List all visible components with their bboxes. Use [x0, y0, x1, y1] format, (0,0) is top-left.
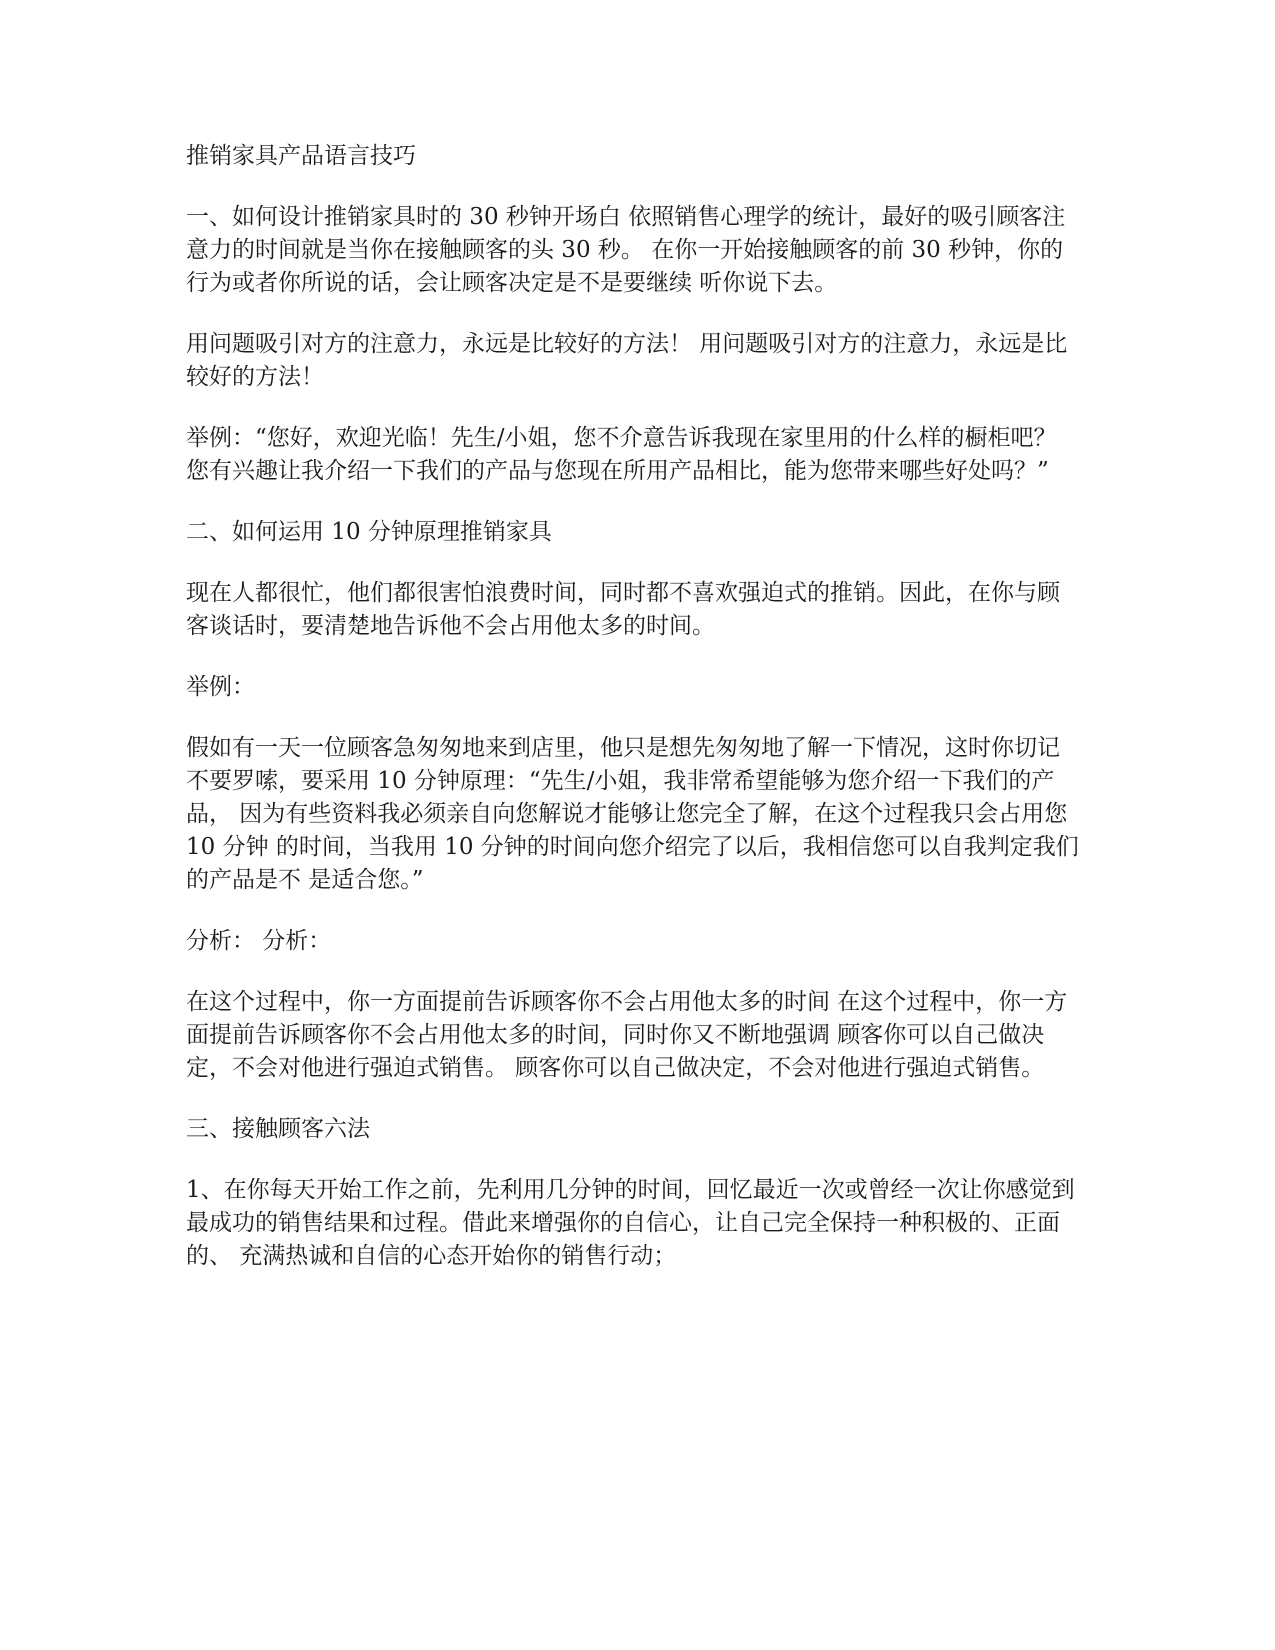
paragraph-analysis-body: 在这个过程中，你一方面提前告诉顾客你不会占用他太多的时间 在这个过程中，你一方面提前告诉顾客你不会占用他太多的时间，同时你又不断地强调 顾客你可以自己做决定，不会对他进行强迫式销售。 顾客你可以自己做决定，不会对他进行强迫式销售。: [186, 989, 1068, 1081]
paragraph-question-attention: 用问题吸引对方的注意力，永远是比较好的方法！ 用问题吸引对方的注意力，永远是比较好的方法！: [186, 331, 1068, 390]
paragraph-example-greeting: 举例：“您好，欢迎光临！先生/小姐，您不介意告诉我现在家里用的什么样的橱柜吧？ 您有兴趣让我介绍一下我们的产品与您现在所用产品相比，能为您带来哪些好处吗？”: [186, 425, 1064, 484]
document-title: 推销家具产品语言技巧: [186, 143, 416, 169]
paragraph-method-1: 1、在你每天开始工作之前，先利用几分钟的时间，回忆最近一次或曾经一次让你感觉到 最成功的销售结果和过程。借此来增强你的自信心，让自己完全保持一种积极的、正面的、 充满热诚和自信的心态开始你的销售行动；: [186, 1177, 1082, 1269]
paragraph-opening-30-seconds: 一、如何设计推销家具时的 30 秒钟开场白 依照销售心理学的统计，最好的吸引顾客注意力的时间就是当你在接触顾客的头 30 秒。 在你一开始接触顾客的前 30 秒钟，你的行为或者你所说的话，会让顾客决定是不是要继续 听你说下去。: [186, 204, 1066, 296]
paragraph-analysis-label: 分析： 分析：: [186, 928, 332, 954]
document-page: [186, 140, 1086, 1301]
paragraph-example-label: 举例：: [186, 674, 255, 700]
paragraph-example-hurried-customer: 假如有一天一位顾客急匆匆地来到店里，他只是想先匆匆地了解一下情况，这时你切记 不要罗嗦，要采用 10 分钟原理：“先生/小姐，我非常希望能够为您介绍一下我们的产品， 因为有些资料我必须亲自向您解说才能够让您完全了解，在这个过程我只会占用您 10 分钟 的时间，当我用 10 分钟的时间向您介绍完了以后，我相信您可以自我判定我们的产品是不 是适合您。”: [186, 735, 1079, 893]
section-heading-six-methods: 三、接触顾客六法: [186, 1116, 370, 1142]
section-heading-10-minute: 二、如何运用 10 分钟原理推销家具: [186, 519, 552, 545]
paragraph-busy-people: 现在人都很忙，他们都很害怕浪费时间，同时都不喜欢强迫式的推销。因此，在你与顾 客谈话时，要清楚地告诉他不会占用他太多的时间。: [186, 580, 1068, 639]
